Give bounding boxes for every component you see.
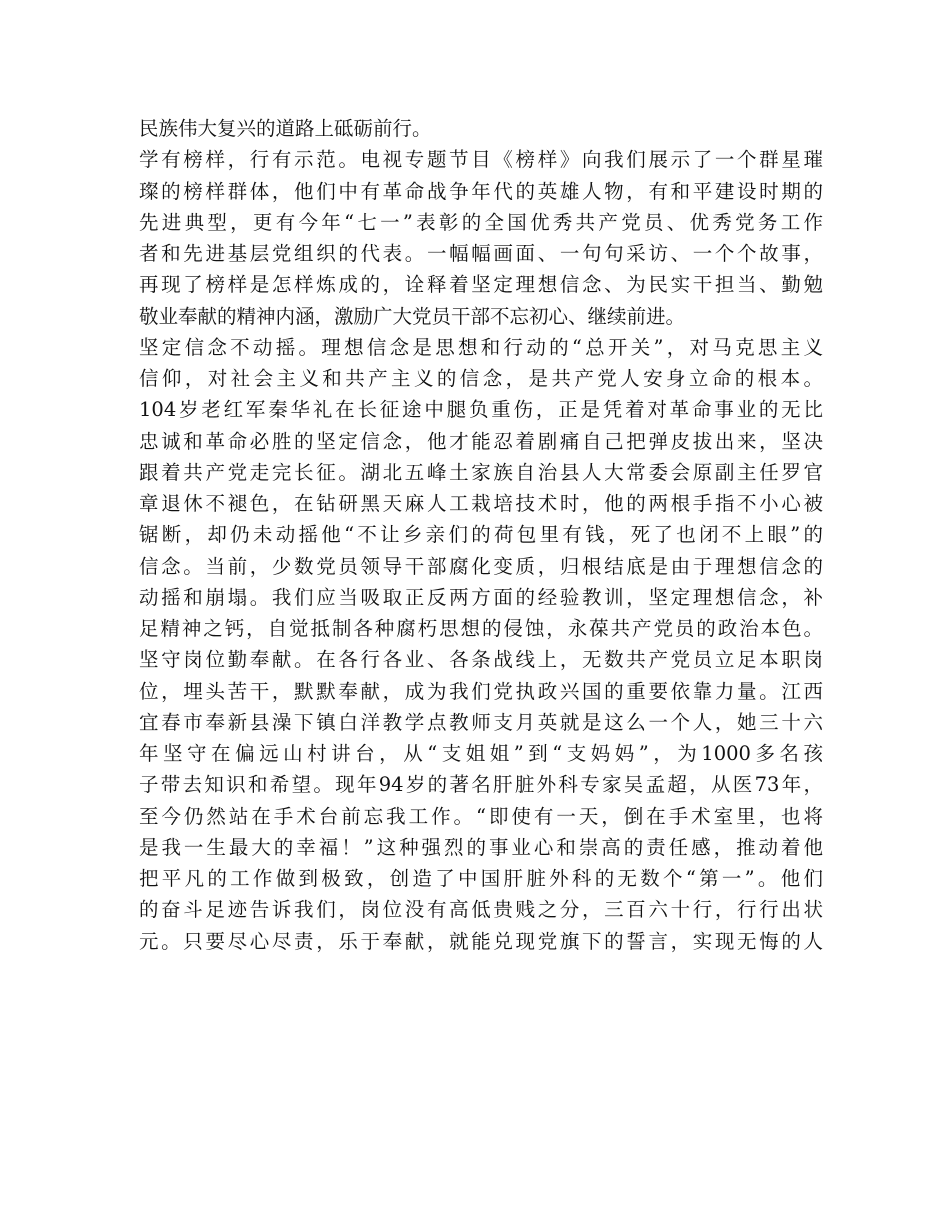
- text-line: 学有榜样，行有示范。电视专题节目《榜样》向我们展示了一个群星璀: [139, 148, 823, 172]
- text-line: 宜春市奉新县澡下镇白洋教学点教师支月英就是这么一个人，她三十六: [139, 710, 823, 734]
- text-line: 再现了榜样是怎样炼成的，诠释着坚定理想信念、为民实干担当、勤勉: [139, 273, 823, 297]
- text-line: 至今仍然站在手术台前忘我工作。“即使有一天，倒在手术室里，也将: [139, 804, 823, 828]
- text-line: 信仰，对社会主义和共产主义的信念，是共产党人安身立命的根本。: [139, 367, 823, 390]
- text-line: 敬业奉献的精神内涵，激励广大党员干部不忘初心、继续前进。: [139, 304, 686, 328]
- text-line: 坚守岗位勤奉献。在各行各业、各条战线上，无数共产党员立足本职岗: [139, 648, 823, 672]
- text-line: 是我一生最大的幸福！”这种强烈的事业心和崇高的责任感，推动着他: [139, 835, 823, 859]
- text-line: 璨的榜样群体，他们中有革命战争年代的英雄人物，有和平建设时期的: [139, 179, 823, 203]
- text-line: 忠诚和革命必胜的坚定信念，他才能忍着剧痛自己把弹皮拔出来，坚决: [139, 429, 823, 453]
- document-body: [139, 113, 823, 957]
- text-line: 位，埋头苦干，默默奉献，成为我们党执政兴国的重要依靠力量。江西: [139, 679, 823, 703]
- text-line: 104岁老红军秦华礼在长征途中腿负重伤，正是凭着对革命事业的无比: [139, 398, 823, 422]
- text-line: 动摇和崩塌。我们应当吸取正反两方面的经验教训，坚定理想信念，补: [139, 585, 823, 609]
- text-line: 足精神之钙，自觉抵制各种腐朽思想的侵蚀，永葆共产党员的政治本色。: [139, 617, 823, 640]
- text-line: 章退休不褪色，在钻研黑天麻人工栽培技术时，他的两根手指不小心被: [139, 492, 823, 515]
- text-line: 的奋斗足迹告诉我们，岗位没有高低贵贱之分，三百六十行，行行出状: [139, 898, 823, 922]
- text-line: 先进典型，更有今年“七一”表彰的全国优秀共产党员、优秀党务工作: [139, 210, 823, 234]
- text-line: 者和先进基层党组织的代表。一幅幅画面、一句句采访、一个个故事，: [139, 242, 823, 265]
- text-line: 跟着共产党走完长征。湖北五峰土家族自治县人大常委会原副主任罗官: [139, 460, 823, 484]
- text-line: 信念。当前，少数党员领导干部腐化变质，归根结底是由于理想信念的: [139, 554, 823, 578]
- text-line: 锯断，却仍未动摇他“不让乡亲们的荷包里有钱，死了也闭不上眼”的: [139, 523, 823, 547]
- text-line: 坚定信念不动摇。理想信念是思想和行动的“总开关”，对马克思主义: [139, 335, 823, 359]
- text-line: 元。只要尽心尽责，乐于奉献，就能兑现党旗下的誓言，实现无悔的人: [139, 929, 823, 953]
- text-line: 子带去知识和希望。现年94岁的著名肝脏外科专家吴孟超，从医73年，: [139, 773, 823, 797]
- text-line: 民族伟大复兴的道路上砥砺前行。: [139, 117, 432, 140]
- text-line: 把平凡的工作做到极致，创造了中国肝脏外科的无数个“第一”。他们: [139, 867, 823, 890]
- text-line: 年坚守在偏远山村讲台，从“支姐姐”到“支妈妈”，为1000多名孩: [139, 742, 823, 765]
